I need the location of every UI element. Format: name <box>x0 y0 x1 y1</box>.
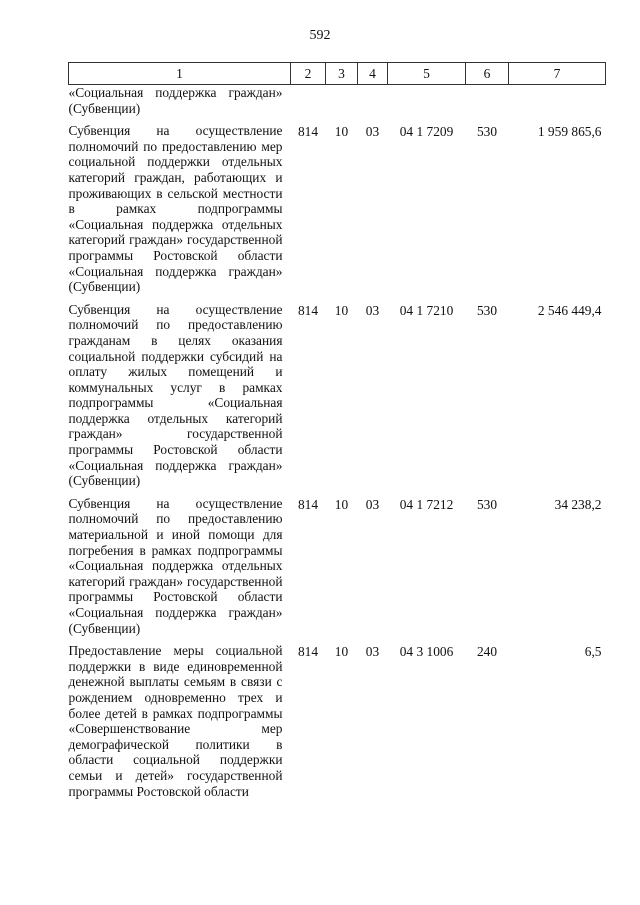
row-subsection-code <box>358 85 388 124</box>
budget-table <box>68 62 606 806</box>
row-section-code: 10 <box>334 496 349 512</box>
row-expense-type: 530 <box>476 124 498 140</box>
row-amount <box>509 85 606 124</box>
row-section-code: 10 <box>334 644 349 660</box>
row-description: Субвенция на осуществление полномочий по предоставлению материальной и иной помощи для погребения в рамках подпрограммы «Социальная поддержка отдельных категорий граждан» государственной программы Ростовской области «Социальная поддержка граждан» (Субвенции) <box>68 495 283 636</box>
row-description: «Социальная поддержка граждан» (Субвенции) <box>68 85 283 116</box>
row-amount: 34 238,2 <box>554 496 602 512</box>
table-row <box>69 496 606 643</box>
row-description: Субвенция на осуществление полномочий по предоставлению гражданам в целях оказания социальной поддержки субсидий на оплату жилых помещений и коммунальных услуг в рамках подпрограммы «Социальная поддержка отдельных категорий граждан» государственной программы Ростовской области «Социальная поддержка граждан» (Субвенции) <box>68 301 283 489</box>
row-section-code: 10 <box>334 124 349 140</box>
column-header-1: 1 <box>69 63 291 85</box>
row-section-code <box>326 85 358 124</box>
row-description: Предоставление меры социальной поддержки в виде единовременной денежной выплаты семьям в связи с рождением одновременно трех и более детей в рамках подпрограммы «Совершенствование мер демографической политики в области социальной поддержки семьи и детей» государственной программы Ростовской области <box>68 643 283 799</box>
row-ministry-code <box>291 85 326 124</box>
row-expense-type <box>466 85 509 124</box>
table-row <box>69 302 606 496</box>
row-ministry-code: 814 <box>297 496 319 512</box>
row-section-code: 10 <box>334 302 349 318</box>
row-subsection-code: 03 <box>365 124 380 140</box>
row-expense-type: 240 <box>476 644 498 660</box>
row-target-code: 04 1 7210 <box>399 302 454 318</box>
table-row <box>69 643 606 806</box>
page-number: 592 <box>309 28 331 43</box>
row-target-code: 04 3 1006 <box>399 644 454 660</box>
column-header-5: 5 <box>388 63 466 85</box>
column-header-7: 7 <box>509 63 606 85</box>
column-header-3: 3 <box>326 63 358 85</box>
row-target-code <box>388 85 466 124</box>
row-ministry-code: 814 <box>297 302 319 318</box>
row-target-code: 04 1 7209 <box>399 124 454 140</box>
row-expense-type: 530 <box>476 496 498 512</box>
row-description: Субвенция на осуществление полномочий по предоставлению мер социальной поддержки отдельных категорий граждан, работающих и проживающих в сельской местности в рамках подпрограммы «Социальная поддержка отдельных категорий граждан» государственной программы Ростовской области «Социальная поддержка граждан» (Субвенции) <box>68 123 283 295</box>
row-subsection-code: 03 <box>365 302 380 318</box>
row-expense-type: 530 <box>476 302 498 318</box>
column-header-4: 4 <box>358 63 388 85</box>
table-row <box>69 85 606 124</box>
row-amount: 2 546 449,4 <box>537 302 602 318</box>
table-row <box>69 123 606 302</box>
row-amount: 6,5 <box>584 644 602 660</box>
row-ministry-code: 814 <box>297 124 319 140</box>
header-row <box>69 63 606 85</box>
row-subsection-code: 03 <box>365 496 380 512</box>
row-amount: 1 959 865,6 <box>537 124 602 140</box>
row-target-code: 04 1 7212 <box>399 496 454 512</box>
column-header-6: 6 <box>466 63 509 85</box>
row-ministry-code: 814 <box>297 644 319 660</box>
column-header-2: 2 <box>291 63 326 85</box>
row-subsection-code: 03 <box>365 644 380 660</box>
